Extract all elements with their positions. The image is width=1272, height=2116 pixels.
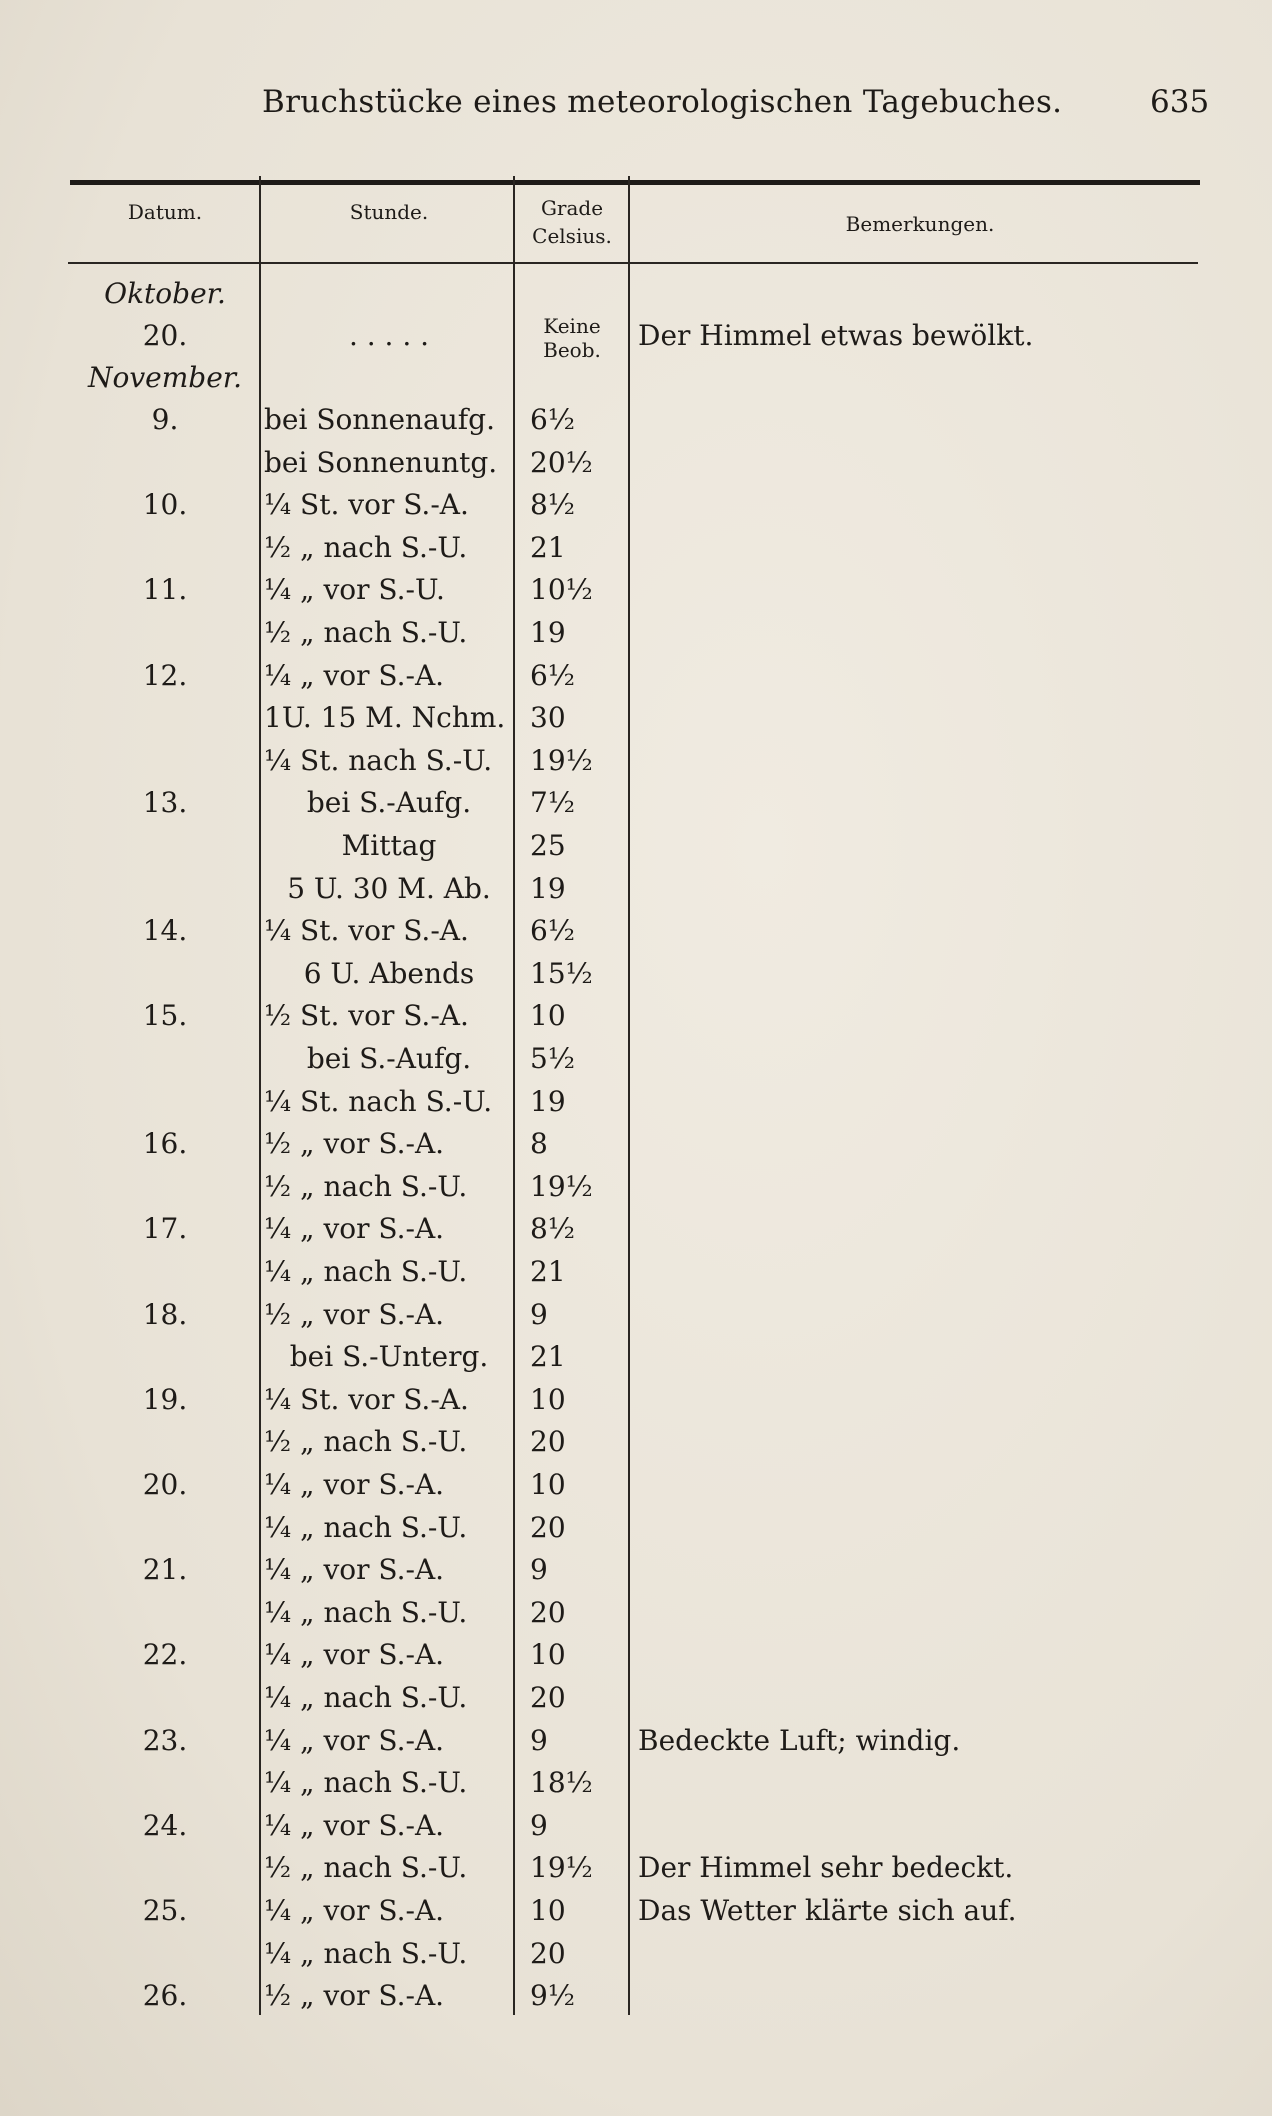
row-grade: 19½ (530, 1169, 593, 1203)
row-datum: 15. (142, 999, 188, 1033)
row-stunde: ½ „ nach S.-U. (264, 530, 468, 564)
row-datum: 20. (142, 1468, 188, 1501)
row-stunde: Mittag (341, 829, 437, 862)
page-number: 635 (1150, 84, 1210, 120)
row-stunde: ½ „ vor S.-A. (264, 1127, 445, 1161)
row-datum: 13. (142, 786, 188, 820)
row-stunde: bei S.-Aufg. (306, 786, 472, 820)
row-grade: 19½ (530, 743, 593, 777)
row-stunde: ¼ „ nach S.-U. (264, 1766, 468, 1800)
row-datum: 14. (142, 914, 188, 948)
row-grade (514, 314, 630, 362)
row-grade: 19 (530, 616, 566, 649)
month-november: November. (88, 361, 242, 394)
row-grade: 21 (530, 530, 566, 564)
row-stunde: ¼ „ nach S.-U. (264, 1595, 468, 1629)
column-header-grade (514, 194, 630, 250)
row-stunde: ¼ „ vor S.-A. (264, 658, 445, 692)
row-stunde: . . . . . (348, 319, 430, 352)
row-datum: 22. (142, 1638, 188, 1672)
row-grade: 10 (530, 999, 566, 1033)
row-grade: 21 (530, 1255, 566, 1288)
row-stunde: bei S.-Unterg. (289, 1340, 489, 1374)
row-bemerkung: Der Himmel sehr bedeckt. (638, 1851, 1014, 1885)
row-bemerkung: Bedeckte Luft; windig. (638, 1723, 961, 1757)
row-grade: 6½ (530, 403, 575, 436)
column-header-grade-line1: Grade (540, 196, 604, 220)
column-header-bemerkungen: Bemerkungen. (845, 212, 995, 236)
row-grade: 19 (530, 1084, 566, 1118)
row-grade: 9 (530, 1297, 548, 1331)
column-header-grade-line2: Celsius. (532, 224, 612, 248)
row-stunde: 1U. 15 M. Nchm. (264, 701, 506, 735)
row-grade-line1: Keine (543, 314, 601, 338)
row-grade: 25 (530, 829, 566, 862)
row-grade-line2: Beob. (543, 338, 601, 362)
row-grade: 15½ (530, 956, 593, 990)
row-stunde: ¼ „ nach S.-U. (264, 1510, 468, 1544)
column-header-datum: Datum. (127, 200, 203, 224)
row-grade: 20 (530, 1425, 566, 1459)
row-grade: 5½ (530, 1042, 575, 1075)
row-stunde: ¼ St. vor S.-A. (264, 488, 469, 522)
row-grade: 21 (530, 1340, 566, 1374)
row-datum: 19. (142, 1382, 188, 1416)
row-grade: 30 (530, 701, 566, 735)
row-stunde: ½ „ vor S.-A. (264, 1297, 445, 1331)
row-grade: 19 (530, 871, 566, 905)
column-header-stunde: Stunde. (349, 200, 429, 224)
row-grade: 10 (530, 1382, 566, 1416)
row-datum: 25. (142, 1894, 188, 1927)
row-grade: 8 (530, 1127, 548, 1161)
row-datum: 24. (142, 1808, 188, 1842)
row-stunde: ½ „ nach S.-U. (264, 1851, 468, 1885)
row-grade: 10 (530, 1468, 566, 1501)
row-stunde: 5 U. 30 M. Ab. (287, 871, 491, 905)
row-stunde: ¼ St. nach S.-U. (264, 743, 493, 777)
row-datum: 21. (142, 1553, 188, 1587)
row-datum: 26. (142, 1979, 188, 2013)
row-grade: 18½ (530, 1766, 593, 1800)
row-datum: 17. (142, 1212, 188, 1246)
row-stunde: ¼ „ vor S.-A. (264, 1638, 445, 1672)
row-grade: 20 (530, 1681, 566, 1714)
row-datum: 23. (142, 1723, 188, 1757)
row-stunde: ¼ „ vor S.-A. (264, 1468, 445, 1501)
row-datum: 11. (142, 573, 188, 607)
row-grade: 9 (530, 1808, 548, 1842)
row-grade: 7½ (530, 786, 575, 820)
row-stunde: ¼ „ vor S.-A. (264, 1723, 445, 1757)
row-stunde: ¼ „ vor S.-A. (264, 1808, 445, 1842)
row-stunde: ¼ „ nach S.-U. (264, 1255, 468, 1288)
row-stunde: ¼ „ nach S.-U. (264, 1681, 468, 1714)
row-stunde: ¼ „ vor S.-A. (264, 1894, 445, 1927)
row-grade: 10½ (530, 573, 593, 607)
row-grade: 10 (530, 1638, 566, 1672)
running-title: Bruchstücke eines meteorologischen Tagebuches. (262, 84, 1063, 120)
row-grade: 8½ (530, 1212, 575, 1246)
row-grade: 20 (530, 1510, 566, 1544)
row-datum: 16. (142, 1127, 188, 1161)
row-grade: 10 (530, 1894, 566, 1927)
row-stunde: ¼ „ vor S.-A. (264, 1553, 445, 1587)
row-grade: 6½ (530, 658, 575, 692)
row-datum: 18. (142, 1297, 188, 1331)
table-top-rule (70, 180, 1200, 185)
row-grade: 8½ (530, 488, 575, 522)
row-stunde: bei Sonnenaufg. (264, 403, 495, 436)
row-stunde: 6 U. Abends (303, 956, 475, 990)
row-datum: 10. (142, 488, 188, 522)
row-stunde: ¼ St. vor S.-A. (264, 1382, 469, 1416)
row-bemerkung: Der Himmel etwas bewölkt. (638, 319, 1034, 352)
row-grade: 19½ (530, 1851, 593, 1885)
table-header-rule (68, 262, 1198, 264)
row-stunde: ½ „ vor S.-A. (264, 1979, 445, 2013)
row-stunde: ¼ „ vor S.-U. (264, 573, 445, 607)
row-stunde: ¼ St. nach S.-U. (264, 1084, 493, 1118)
row-grade: 20½ (530, 445, 593, 479)
row-stunde: ¼ „ nach S.-U. (264, 1936, 468, 1970)
row-datum: 20. (142, 319, 188, 352)
row-datum: 12. (142, 658, 188, 692)
row-grade: 9 (530, 1723, 548, 1757)
row-stunde: ¼ St. vor S.-A. (264, 914, 469, 948)
row-stunde: ½ „ nach S.-U. (264, 1425, 468, 1459)
row-grade: 6½ (530, 914, 575, 948)
row-stunde: bei S.-Aufg. (306, 1042, 472, 1075)
row-grade: 20 (530, 1936, 566, 1970)
row-stunde: ½ „ nach S.-U. (264, 616, 468, 649)
row-stunde: ½ St. vor S.-A. (264, 999, 469, 1033)
row-bemerkung: Das Wetter klärte sich auf. (638, 1894, 1017, 1927)
row-grade: 20 (530, 1595, 566, 1629)
row-datum: 9. (151, 403, 179, 436)
row-grade: 9½ (530, 1979, 575, 2013)
row-stunde: ½ „ nach S.-U. (264, 1169, 468, 1203)
row-stunde: bei Sonnenuntg. (264, 445, 498, 479)
row-stunde: ¼ „ vor S.-A. (264, 1212, 445, 1246)
month-oktober: Oktober. (104, 277, 226, 310)
row-grade: 9 (530, 1553, 548, 1587)
